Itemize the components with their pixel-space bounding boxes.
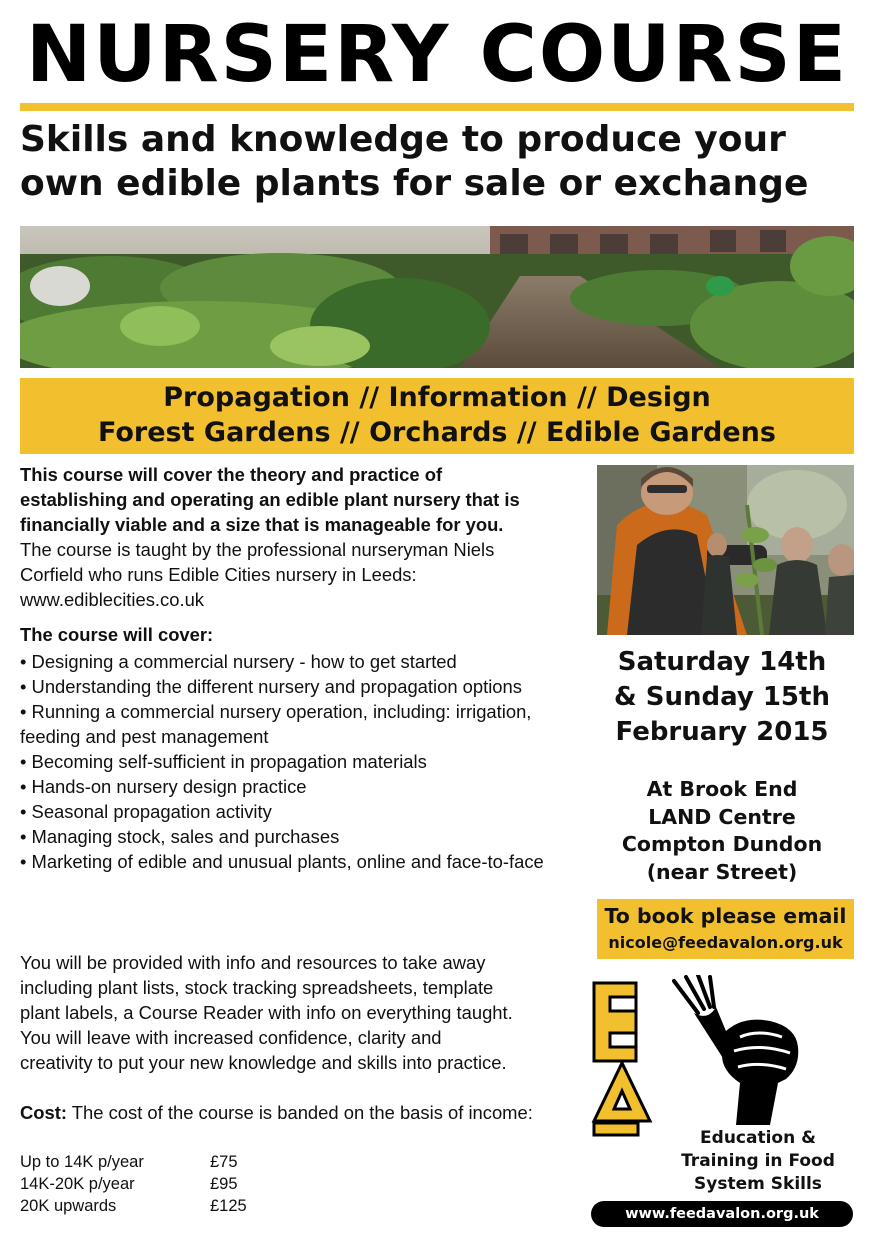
- venue-line: At Brook End: [646, 777, 798, 801]
- website-link[interactable]: www.ediblecities.co.uk: [20, 589, 204, 610]
- date-line: Saturday 14th: [617, 647, 827, 677]
- date-line: & Sunday 15th: [614, 682, 830, 712]
- intro-text: [20, 462, 590, 612]
- subtitle-line: own edible plants for sale or exchange: [20, 163, 809, 204]
- list-item: • Managing stock, sales and purchases: [20, 826, 340, 847]
- venue-line: LAND Centre: [648, 804, 796, 829]
- venue-line: (near Street): [646, 859, 798, 884]
- list-item: • Marketing of edible and unusual plants, online and face-to-face: [20, 851, 544, 872]
- list-item: • Running a commercial nursery operation, including: irrigation, feeding and pest management: [20, 701, 532, 747]
- website-url-link[interactable]: www.feedavalon.org.uk: [591, 1201, 853, 1227]
- price: £125: [210, 1197, 247, 1215]
- resources-line: creativity to put your new knowledge and skills into practice.: [20, 1052, 507, 1073]
- title-divider: [20, 103, 854, 111]
- cost-table: [20, 1151, 247, 1217]
- logo-caption: [660, 1127, 856, 1196]
- subtitle: [20, 118, 860, 206]
- cover-list: [20, 649, 580, 874]
- resources-line: plant labels, a Course Reader with info on everything taught.: [20, 1002, 513, 1023]
- cost-label: Cost:: [20, 1102, 67, 1123]
- venue-line: Compton Dundon: [621, 832, 823, 856]
- list-item: • Seasonal propagation activity: [20, 801, 272, 822]
- list-item: • Becoming self-sufficient in propagation materials: [20, 751, 427, 772]
- caption-line: Education &: [700, 1128, 816, 1148]
- topics-line: Propagation // Information // Design: [163, 382, 711, 413]
- venue: [597, 776, 847, 886]
- list-item: • Understanding the different nursery and propagation options: [20, 676, 522, 697]
- cost-description: The cost of the course is banded on the basis of income:: [67, 1102, 533, 1123]
- course-dates: [597, 645, 847, 750]
- booking-email-link[interactable]: nicole@feedavalon.org.uk: [608, 933, 843, 952]
- booking-label: To book please email: [604, 904, 847, 928]
- topics-line: Forest Gardens // Orchards // Edible Gardens: [98, 417, 776, 448]
- intro-bold-line: establishing and operating an edible plant nursery that is: [20, 489, 520, 510]
- income-band: 14K-20K p/year: [20, 1175, 135, 1193]
- caption-line: Training in Food: [681, 1151, 835, 1171]
- intro-line: Corfield who runs Edible Cities nursery in Leeds:: [20, 564, 417, 585]
- cost-text: [20, 1100, 560, 1125]
- resources-line: including plant lists, stock tracking spreadsheets, template: [20, 977, 494, 998]
- income-band: Up to 14K p/year: [20, 1153, 144, 1171]
- intro-bold-line: financially viable and a size that is manageable for you.: [20, 514, 504, 535]
- date-line: February 2015: [615, 717, 829, 747]
- list-item: • Designing a commercial nursery - how to get started: [20, 651, 457, 672]
- list-item: • Hands-on nursery design practice: [20, 776, 307, 797]
- resources-line: You will leave with increased confidence, clarity and: [20, 1027, 442, 1048]
- caption-line: System Skills: [694, 1174, 822, 1194]
- subtitle-line: Skills and knowledge to produce your: [20, 119, 786, 160]
- table-row: [20, 1173, 247, 1195]
- price: £75: [210, 1153, 238, 1171]
- table-row: [20, 1195, 247, 1217]
- eat-logo: [590, 975, 854, 1137]
- resources-line: You will be provided with info and resources to take away: [20, 952, 486, 973]
- table-row: [20, 1151, 247, 1173]
- topics-band: [20, 378, 854, 454]
- booking-box: [597, 899, 854, 959]
- income-band: 20K upwards: [20, 1197, 117, 1215]
- nurseryman-photo: [597, 465, 854, 635]
- intro-bold-line: This course will cover the theory and practice of: [20, 464, 443, 485]
- price: £95: [210, 1175, 238, 1193]
- intro-line: The course is taught by the professional nurseryman Niels: [20, 539, 495, 560]
- page-title: NURSERY COURSE: [26, 10, 848, 100]
- garden-photo: [20, 226, 854, 368]
- cover-heading: The course will cover:: [20, 624, 214, 645]
- resources-text: [20, 950, 590, 1075]
